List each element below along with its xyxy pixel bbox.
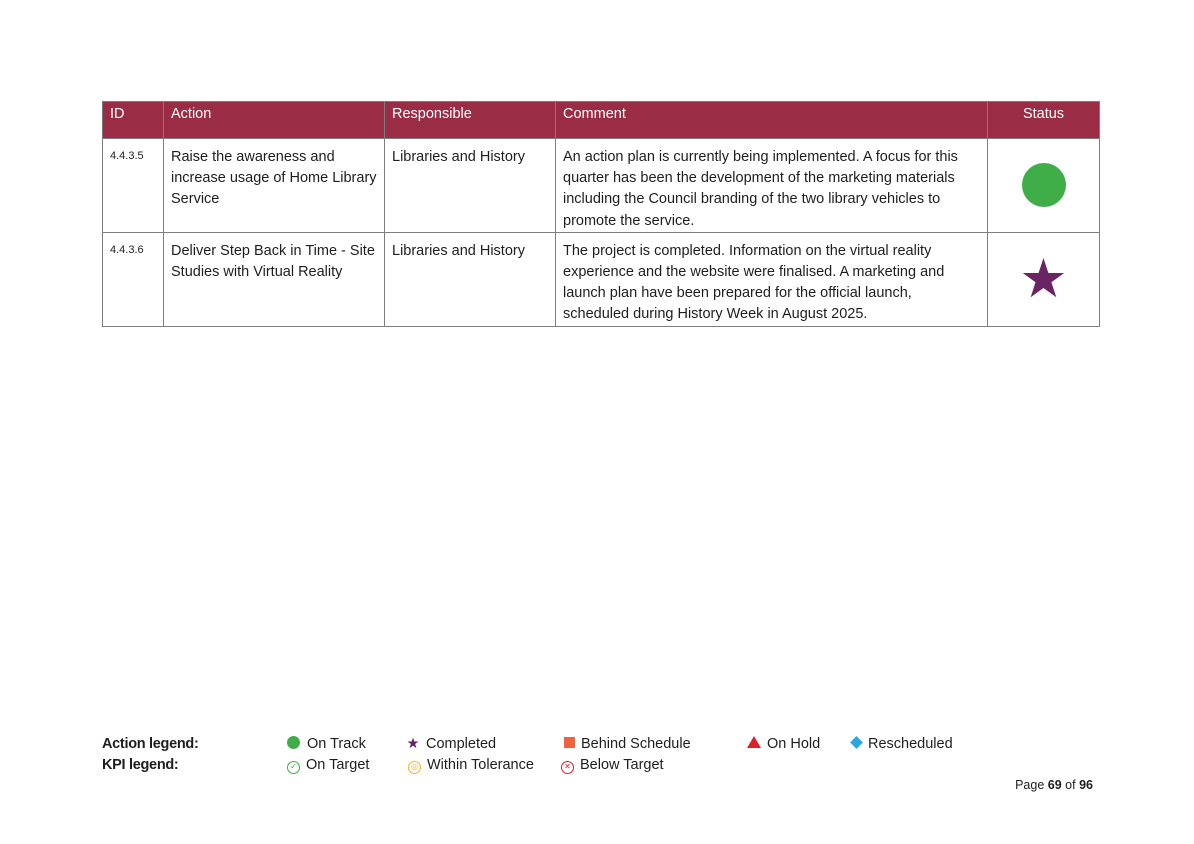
legend-label: On Hold xyxy=(767,736,821,752)
page-prefix: Page xyxy=(1015,778,1045,792)
table-header-row xyxy=(103,102,1100,139)
red-cross-circle-icon: ✕ xyxy=(561,761,574,774)
row-responsible: Libraries and History xyxy=(385,139,556,233)
legend-behind-schedule xyxy=(563,736,691,752)
purple-star-icon: ★ xyxy=(406,736,420,752)
page-of: of xyxy=(1065,778,1076,792)
green-check-circle-icon: ✓ xyxy=(287,761,300,774)
page-current: 69 xyxy=(1047,778,1062,792)
legend-completed xyxy=(406,736,496,752)
page-number xyxy=(1015,778,1093,792)
header-comment: Comment xyxy=(556,102,988,139)
legend-on-hold xyxy=(747,736,820,752)
actions-table xyxy=(102,101,1100,327)
legend-label: Behind Schedule xyxy=(581,736,691,752)
action-legend-title: Action legend: xyxy=(102,736,199,752)
red-triangle-icon xyxy=(747,736,761,748)
header-responsible: Responsible xyxy=(385,102,556,139)
row-comment: The project is completed. Information on the virtual reality experience and the website were finalised. A marketing and launch plan have been prepared for the official launch, scheduled during History Week in August 2025. xyxy=(556,232,988,326)
legend-on-track xyxy=(287,736,366,752)
row-status xyxy=(988,139,1100,233)
legend-label: Below Target xyxy=(580,757,664,773)
orange-square-icon xyxy=(564,737,575,748)
legend-within-tolerance xyxy=(408,757,534,774)
legend-rescheduled xyxy=(849,736,953,752)
completed-star-status-icon: ★ xyxy=(1019,249,1068,310)
row-id: 4.4.3.5 xyxy=(103,139,164,233)
legend-label: On Track xyxy=(307,736,366,752)
kpi-legend-row xyxy=(102,757,1102,778)
blue-diamond-icon xyxy=(850,736,863,749)
legend xyxy=(102,736,1102,778)
page-total: 96 xyxy=(1079,778,1093,792)
header-action: Action xyxy=(164,102,385,139)
legend-label: Completed xyxy=(426,736,497,752)
table-row xyxy=(103,139,1100,233)
yellow-ring-icon: ◎ xyxy=(408,761,421,774)
row-status xyxy=(988,232,1100,326)
row-id: 4.4.3.6 xyxy=(103,232,164,326)
action-legend-row xyxy=(102,736,1102,757)
kpi-legend-title: KPI legend: xyxy=(102,757,179,773)
row-action: Raise the awareness and increase usage of Home Library Service xyxy=(164,139,385,233)
row-comment: An action plan is currently being implemented. A focus for this quarter has been the development of the marketing materials including the Council branding of the two library vehicles to promote the service. xyxy=(556,139,988,233)
green-circle-icon xyxy=(287,736,300,749)
legend-below-target xyxy=(561,757,664,774)
legend-label: Within Tolerance xyxy=(427,757,534,773)
legend-label: On Target xyxy=(306,757,370,773)
row-action: Deliver Step Back in Time - Site Studies with Virtual Reality xyxy=(164,232,385,326)
table-row xyxy=(103,232,1100,326)
legend-label: Rescheduled xyxy=(868,736,953,752)
header-status: Status xyxy=(988,102,1100,139)
row-responsible: Libraries and History xyxy=(385,232,556,326)
legend-on-target xyxy=(287,757,369,774)
header-id: ID xyxy=(103,102,164,139)
on-track-status-icon xyxy=(1022,163,1066,207)
